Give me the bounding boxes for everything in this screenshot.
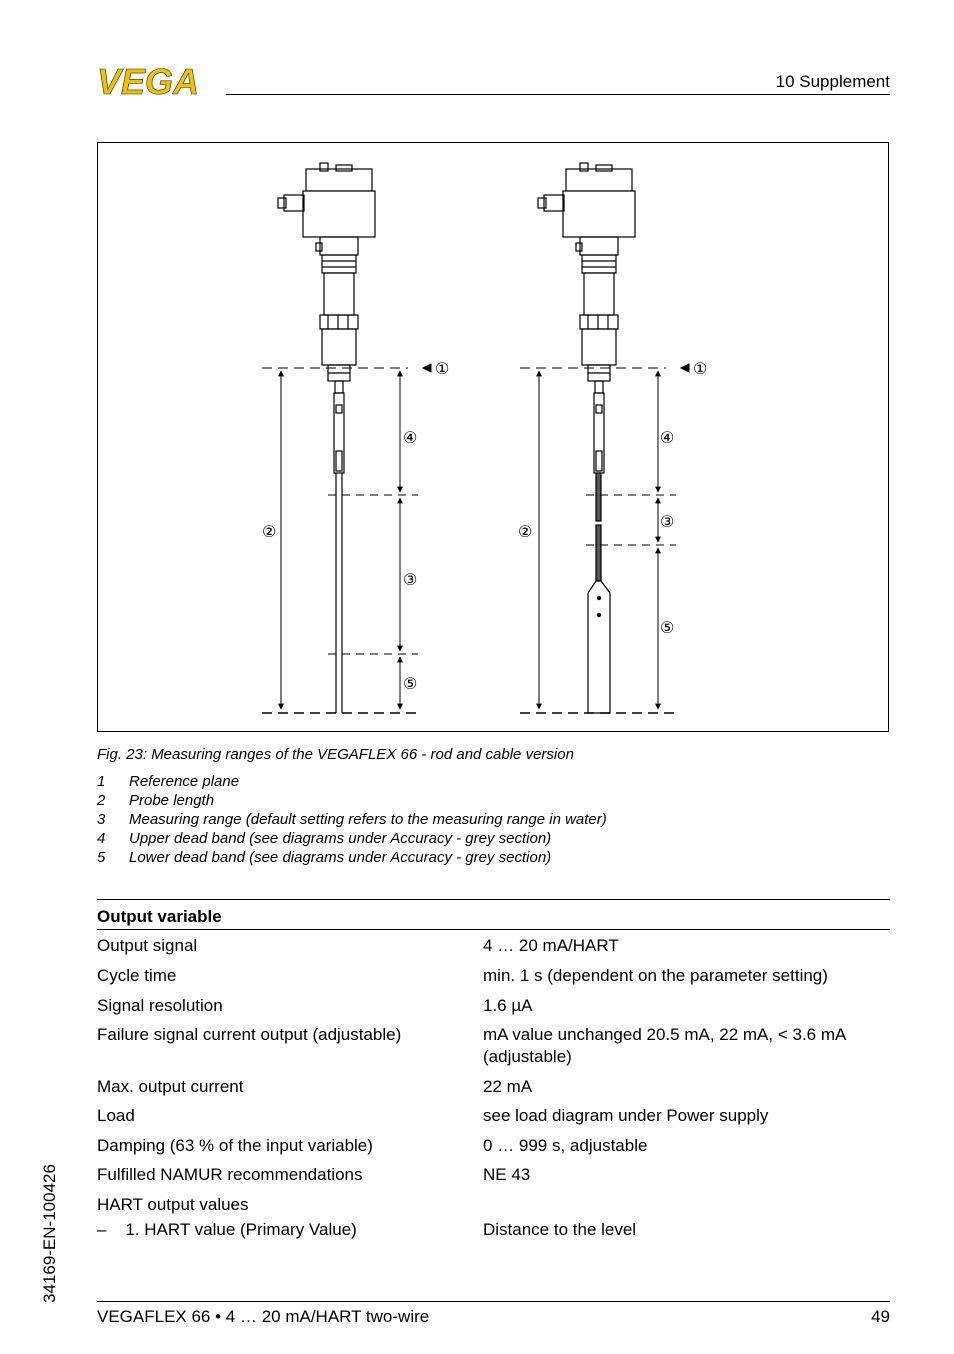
spec-value-continued: (adjustable) — [483, 1047, 572, 1066]
spec-label: – 1. HART value (Primary Value) — [97, 1220, 357, 1239]
figure-frame — [97, 142, 889, 732]
spec-label: Failure signal current output (adjustable) — [97, 1025, 402, 1044]
logo-text: VEGA — [97, 66, 200, 96]
figure-legend — [97, 772, 607, 867]
spec-value: 0 … 999 s, adjustable — [483, 1136, 648, 1155]
spec-value: NE 43 — [483, 1165, 531, 1184]
footer-product: VEGAFLEX 66 • 4 … 20 mA/HART two-wire — [97, 1307, 430, 1326]
spec-value: mA value unchanged 20.5 mA, 22 mA, < 3.6 mA — [483, 1025, 847, 1044]
footer-rule — [97, 1301, 890, 1302]
legend-item: 5 Lower dead band (see diagrams under Accuracy - grey section) — [97, 849, 552, 866]
spec-value: 22 mA — [483, 1077, 533, 1096]
spec-value: 1.6 µA — [483, 996, 533, 1015]
rod-callout-3: ③ — [403, 572, 418, 589]
vega-logo — [97, 66, 219, 96]
spec-value: min. 1 s (dependent on the parameter setting) — [483, 966, 828, 985]
cable-callout-1: ① — [693, 361, 708, 378]
page-number: 49 — [871, 1307, 890, 1326]
section-title: Output variable — [97, 907, 222, 926]
legend-item: 1 Reference plane — [97, 773, 240, 790]
spec-label: Load — [97, 1106, 135, 1125]
spec-label: Signal resolution — [97, 996, 223, 1015]
rod-callout-2: ② — [262, 524, 277, 541]
figure-caption: Fig. 23: Measuring ranges of the VEGAFLEX 66 - rod and cable version — [97, 746, 574, 763]
rod-callout-4: ④ — [403, 430, 418, 447]
spec-value: 4 … 20 mA/HART — [483, 936, 619, 955]
section-rule-bottom — [97, 929, 890, 930]
rod-callout-5: ⑤ — [403, 676, 418, 693]
probe-drawing — [98, 143, 890, 733]
cable-callout-2: ② — [518, 524, 533, 541]
cable-probe — [538, 163, 635, 713]
spec-value: Distance to the level — [483, 1220, 637, 1239]
spec-label: Output signal — [97, 936, 198, 955]
cable-callout-4: ④ — [660, 430, 675, 447]
spec-value: see load diagram under Power supply — [483, 1106, 769, 1125]
spec-label: Fulfilled NAMUR recommendations — [97, 1165, 363, 1184]
cable-callout-5: ⑤ — [660, 620, 675, 637]
section-rule-top — [97, 899, 890, 900]
spec-label: HART output values — [97, 1195, 249, 1214]
spec-label: Cycle time — [97, 966, 177, 985]
spec-label: Max. output current — [97, 1077, 244, 1096]
legend-item: 2 Probe length — [97, 792, 215, 809]
spec-label: Damping (63 % of the input variable) — [97, 1136, 373, 1155]
header-section-title: 10 Supplement — [775, 72, 890, 91]
rod-dimensions — [262, 364, 431, 713]
legend-item: 4 Upper dead band (see diagrams under Accuracy - grey section) — [97, 830, 552, 847]
legend-item: 3 Measuring range (default setting refers to the measuring range in water) — [97, 811, 607, 828]
cable-callout-3: ③ — [660, 514, 675, 531]
rod-probe — [278, 163, 375, 713]
document-code: 34169-EN-100426 — [40, 1164, 59, 1303]
header-rule — [226, 94, 890, 95]
rod-callout-1: ① — [435, 361, 450, 378]
